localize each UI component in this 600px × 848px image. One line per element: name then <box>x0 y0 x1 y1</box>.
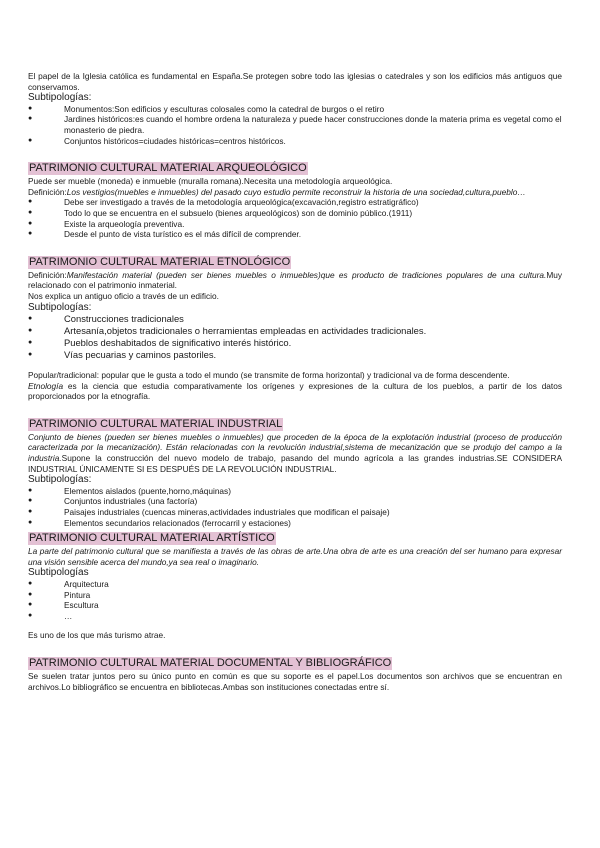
etnologia-paragraph: Etnología es la ciencia que estudia comparativamente los orígenes y expresiones de la cultura de los pueblos, a partir de los datos proporcionados por la etnografía. <box>28 380 562 402</box>
bullet-icon: ● <box>28 580 33 587</box>
section-heading-documental: PATRIMONIO CULTURAL MATERIAL DOCUMENTAL Y BIBLIOGRÁFICO <box>29 656 392 669</box>
artistico-list <box>28 579 562 621</box>
bullet-icon: ● <box>28 230 33 238</box>
bullet-icon: ● <box>28 351 33 359</box>
list-item: ● Elementos secundarios relacionados (ferrocarril y estaciones) <box>28 517 291 528</box>
list-item: ● Pueblos deshabitados de significativo interés histórico. <box>28 337 292 349</box>
bullet-icon: ● <box>28 104 33 112</box>
etnologico-line: Nos explica un antiguo oficio a través de un edificio. <box>28 290 219 301</box>
bullet-icon: ● <box>28 508 33 516</box>
section-heading-arqueologico: PATRIMONIO CULTURAL MATERIAL ARQUEOLÓGICO <box>29 162 307 175</box>
list-item: ● Artesanía,objetos tradicionales o herramientas empleadas en actividades tradicionales. <box>28 325 427 337</box>
list-item: ● Arquitectura <box>28 579 109 589</box>
bullet-icon: ● <box>28 136 33 144</box>
list-item: ● … <box>28 610 73 621</box>
bullet-icon: ● <box>28 518 33 526</box>
list-item: ● Escultura <box>28 600 99 611</box>
bullet-icon: ● <box>28 115 33 123</box>
list-item: ● Paisajes industriales (cuencas mineras,actividades industriales que modifican el paisaje) <box>28 507 390 518</box>
list-item: ● Jardines históricos:es cuando el hombre ordena la naturaleza y puede hacer construcciones donde la materia prima es vegetal como el monasterio de piedra. <box>28 114 562 135</box>
bullet-icon: ● <box>28 315 33 323</box>
etnologico-list <box>28 313 562 361</box>
intro-paragraph: El papel de la Iglesia católica es fundamental en España.Se protegen sobre todo las iglesias o catedrales y son los edificios más antiguos que conservamos. <box>28 71 562 92</box>
document-page <box>28 71 562 692</box>
artistico-definition: La parte del patrimonio cultural que se manifiesta a través de las obras de arte.Una obra de arte es una creación del ser humano para expresar una visión sensible acerca del mundo,ya sea real o imaginario. <box>28 546 562 567</box>
artistico-subtitle: Subtipologías <box>28 567 89 579</box>
section-heading-industrial: PATRIMONIO CULTURAL MATERIAL INDUSTRIAL <box>29 417 283 430</box>
industrial-list <box>28 486 562 528</box>
bullet-icon: ● <box>28 590 33 598</box>
section-heading-artistico: PATRIMONIO CULTURAL MATERIAL ARTÍSTICO <box>29 532 275 545</box>
bullet-icon: ● <box>28 327 33 335</box>
list-item: ● Elementos aislados (puente,horno,máquinas) <box>28 485 231 496</box>
bullet-icon: ● <box>28 601 33 609</box>
list-item: ● Pintura <box>28 589 91 600</box>
artistico-footer: Es uno de los que más turismo atrae. <box>28 630 166 641</box>
intro-list <box>28 104 562 146</box>
list-item: ● Desde el punto de vista turístico es el más difícil de comprender. <box>28 229 302 240</box>
etnologico-definition: Definición:Manifestación material (pueden ser bienes muebles o inmuebles)que es producto de tradiciones populares de una cultura.Muy relacionado con el patrimonio inmaterial. <box>28 269 562 291</box>
bullet-icon: ● <box>28 486 33 494</box>
industrial-subtitle: Subtipologías: <box>28 474 92 486</box>
bullet-icon: ● <box>28 219 33 227</box>
documental-paragraph: Se suelen tratar juntos pero su único punto en común es que su soporte es el papel.Los documentos son archivos que se encuentran en archivos.Lo bibliográfico se encuentra en bibliotecas.Ambas son instituciones conectadas entre sí. <box>28 670 562 692</box>
bullet-icon: ● <box>28 198 33 206</box>
arqueologico-definition: Definición:Los vestigios(muebles e inmuebles) del pasado cuyo estudio permite reconstruir la historia de una sociedad,cultura,pueblo… <box>28 186 526 197</box>
list-item: ● Debe ser investigado a través de la metodología arqueológica(excavación,registro estratigráfico) <box>28 197 419 208</box>
list-item: ● Monumentos:Son edificios y esculturas colosales como la catedral de burgos o el retiro <box>28 103 385 114</box>
list-item: ● Conjuntos históricos=ciudades históricas=centros históricos. <box>28 135 286 146</box>
list-item: ● Conjuntos industriales (una factoría) <box>28 496 198 507</box>
bullet-icon: ● <box>28 339 33 347</box>
list-item: ● Vías pecuarias y caminos pastoriles. <box>28 349 217 361</box>
bullet-icon: ● <box>28 497 33 505</box>
popular-paragraph: Popular/tradicional: popular que le gusta a todo el mundo (se transmite de forma horizontal) y tradicional va de forma descendente. <box>28 370 510 381</box>
list-item: ● Construcciones tradicionales <box>28 313 184 325</box>
industrial-definition: Conjunto de bienes (pueden ser bienes muebles o inmuebles) que proceden de la época de la explotación industrial (proceso de producción caracterizada por la mecanización). Están relacionadas con la revolución industrial,sistema de mecanización que se produjo del campo a la industria.Supone la construcción del nuevo modelo de trabajo, pasando del mundo agrícola a las grandes industrias.SE CONSIDERA INDUSTRIAL ÚNICAMENTE SI ES DESPUÉS DE LA REVOLUCIÓN INDUSTRIAL. <box>28 431 562 474</box>
intro-subtitle: Subtipologías: <box>28 92 92 104</box>
bullet-icon: ● <box>28 611 33 619</box>
arqueologico-list <box>28 197 562 239</box>
list-item: ● Todo lo que se encuentra en el subsuelo (bienes arqueológicos) son de dominio público.(1911) <box>28 207 413 218</box>
bullet-icon: ● <box>28 208 33 216</box>
arqueologico-line: Puede ser mueble (moneda) e inmueble (muralla romana).Necesita una metodología arqueológica. <box>28 176 393 187</box>
section-heading-etnologico: PATRIMONIO CULTURAL MATERIAL ETNOLÓGICO <box>29 255 291 268</box>
etnologico-subtitle: Subtipologías: <box>28 301 92 313</box>
list-item: ● Existe la arqueología preventiva. <box>28 218 185 229</box>
